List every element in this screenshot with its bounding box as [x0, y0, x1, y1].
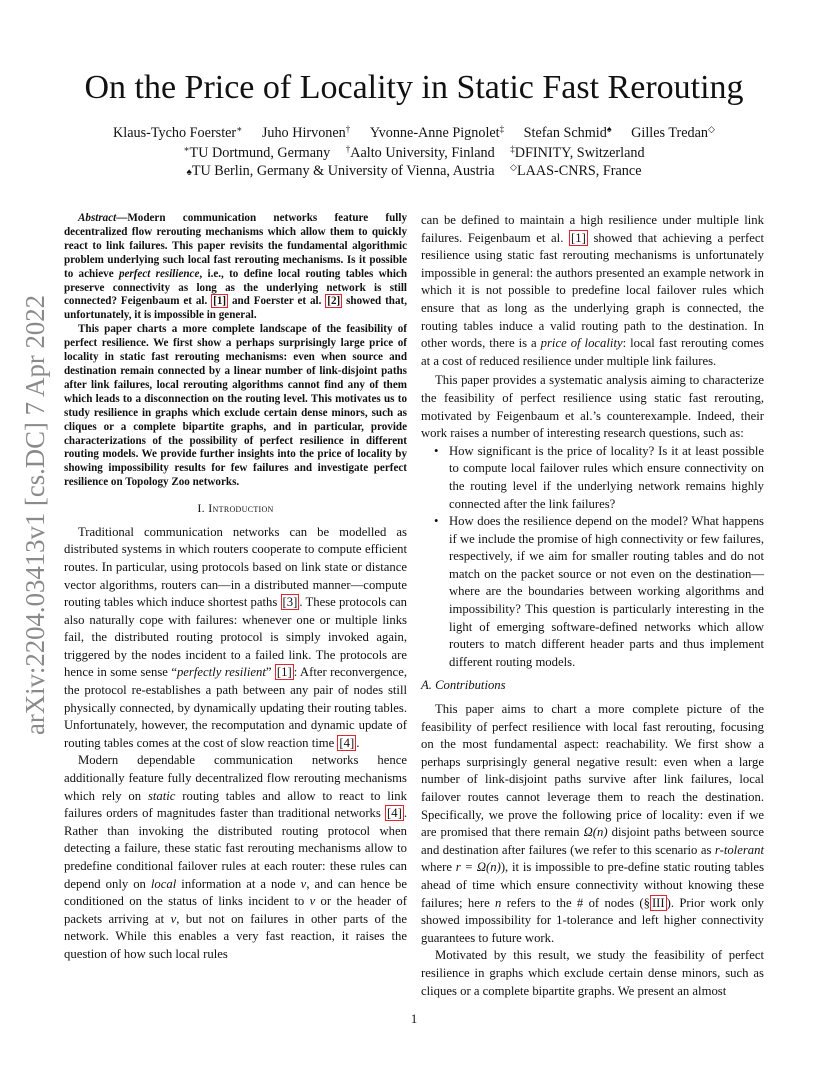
citation-link[interactable]: [3]: [282, 595, 298, 610]
bullet-icon: •: [434, 443, 439, 458]
arxiv-stamp-svg: [7, 290, 57, 740]
list-item: • How significant is the price of locality? Is it at least possible to compute local failover rules which ensure connectivity on the routing level if the underlying network remains highly connected after the link failures?: [434, 443, 764, 511]
affiliation: ◇LAAS-CNRS, France: [510, 162, 642, 179]
author: Gilles Tredan◇: [631, 124, 715, 141]
right-paragraph-1: can be defined to maintain a high resilience under multiple link failures. Feigenbaum et al. [1] showed that achieving a perfect resilience using static fast rerouting mechanisms is unfortunately impossible in general: the authors presented an example network in which it is not possible to predefine local failover rules which ensure that as long as the underlying graph is connected, the routing tables induce a valid routing path to the destination. In other words, there is a price of locality: local fast rerouting comes at a cost of reduced resilience under multiple link failures.: [421, 213, 765, 368]
abstract-paragraph-1: Abstract—Modern communication networks feature fully decentralized flow rerouting mechanisms which allow them to quickly react to link failures. This paper revisits the fundamental algorithmic problem underlying such local fast rerouting mechanisms. Is it possible to achieve perfect resilience, i.e., to define local routing tables which preserve connectivity as long as the underlying network is still connected? Feigenbaum et al. [1] and Foerster et al. [2] showed that, unfortunately, it is impossible in general.: [64, 212, 408, 322]
affiliations-line-2: [0, 162, 828, 182]
author-list: [0, 124, 828, 142]
intro-paragraph-1: Traditional communication networks can be modelled as distributed systems in which routers cooperate to compute efficient routes. In particular, using protocols based on link state or distance vector algorithms, routers can—in a distributed manner—compute routing tables which induce shortest paths [3] . These protocols can also naturally cope with failures: whenever one or multiple links fail, the distributed routing protocol is simply invoked again, triggered by the nodes incident to a failed link. The protocols are hence in some sense “perfectly resilient” [1] : After reconvergence, the protocol re-establishes a path between any pair of nodes still physically connected, by dynamically updating their routing tables. Unfortunately, however, the recomputation and dynamic update of routing tables comes at the cost of slow reaction time [4] .: [64, 524, 407, 750]
section-reference-link[interactable]: III: [651, 895, 665, 910]
subsection-heading-contributions: A. Contributions: [421, 678, 506, 693]
bullet-icon: •: [434, 514, 439, 529]
author: Yvonne-Anne Pignolet‡: [369, 124, 505, 141]
research-questions-list: [421, 443, 764, 672]
contributions-paragraph-2: Motivated by this result, we study the feasibility of perfect resilience in graphs which exclude certain dense minors, such as cliques or a complete bipartite graphs. We present an almost: [421, 948, 764, 998]
paper-title: On the Price of Locality in Static Fast Rerouting: [84, 69, 744, 106]
citation-link[interactable]: [1]: [571, 230, 586, 245]
page-number: 1: [410, 1012, 418, 1026]
contributions-paragraph-1: This paper aims to chart a more complete picture of the feasibility of perfect resilience with local fast rerouting, focusing on the most fundamental aspect: reachability. We first show a perhaps surprisingly general negative result: even when a large number of link-disjoint paths survive after link failures, local failover routes cannot leverage them to reach the destination. Specifically, we prove the following price of locality: even if we are promised that there remain Ω(n) disjoint paths between source and destination after failures (we refer to this scenario as r-tolerant where r = Ω(n)), it is impossible to pre-define static routing tables ahead of time which ensure connectivity without knowing these failures; here n refers to the # of nodes (§ III ). Prior work only showed impossibility for 1-tolerance and left higher connectivity guarantees to future work.: [421, 702, 765, 945]
citation-link[interactable]: [4]: [387, 806, 402, 821]
citation-link[interactable]: [1]: [213, 295, 227, 308]
arxiv-stamp-text: arXiv:2204.03413v1 [cs.DC] 7 Apr 2022: [20, 290, 50, 735]
intro-paragraph-2: Modern dependable communication networks hence additionally feature fully decentralized flow rerouting mechanisms which rely on static routing tables and allow to react to link failures orders of magnitudes faster than traditional networks [4] . Rather than invoking the distributed routing protocol when detecting a failure, these static fast rerouting mechanisms allow to predefine conditional failover rules at each router: these rules can depend only on local information at a node v, and can hence be conditioned on the status of links incident to v or the header of packets arriving at v, but not on failures in other parts of the network. While this enables a very fast reaction, it raises the question of how such local rules: [64, 753, 407, 961]
author: Klaus-Tycho Foerster∗: [113, 124, 243, 141]
affiliation: †Aalto University, Finland: [345, 144, 495, 161]
right-paragraph-2: This paper provides a systematic analysis aiming to characterize the feasibility of perfect resilience using static fast rerouting, motivated by Feigenbaum et al.’s counterexample. Indeed, their work raises a number of interesting research questions, such as:: [421, 373, 764, 441]
abstract-paragraph-2: This paper charts a more complete landscape of the feasibility of perfect resilience. We first show a perhaps surprisingly large price of locality in static fast rerouting mechanisms: even when source and destination remain connected by a linear number of link-disjoint paths after link failures, local rerouting algorithms cannot find any of them which leads to a disconnection on the routing level. This motivates us to study resilience in graphs which exclude certain dense minors, such as cliques or a complete bipartite graphs, and in particular, provide characterizations of the possibility of perfect resilience in different routing models. We provide further insights into the price of locality by showing impossibility results for few failures and investigate perfect resilience on Topology Zoo networks.: [64, 323, 407, 489]
affiliation: ♠TU Berlin, Germany & University of Vienna, Austria: [186, 163, 495, 179]
affiliation: ‡DFINITY, Switzerland: [510, 144, 645, 161]
affiliations-line-1: [0, 144, 828, 162]
author: Stefan Schmid♠: [523, 124, 612, 141]
right-column: [421, 212, 764, 1000]
left-column: [64, 212, 407, 964]
affiliation: ∗TU Dortmund, Germany: [183, 144, 331, 161]
section-heading-introduction: I. Introduction: [197, 501, 274, 516]
arxiv-identifier-stamp: [7, 290, 57, 740]
citation-link[interactable]: [1]: [276, 665, 292, 680]
citation-link[interactable]: [2]: [327, 295, 341, 308]
citation-link[interactable]: [4]: [339, 735, 355, 750]
list-item: • How does the resilience depend on the model? What happens if we include the promise of high connectivity or few failures, respectively, if we aim for smaller routing tables and do not match on the packet source or not even on the destination—where are the boundaries between working algorithms and impossibility? This question is particularly interesting in the light of emerging software-defined networks which allow routers to match different header parts and thus implement different routing models.: [434, 514, 764, 669]
author: Juho Hirvonen†: [261, 124, 351, 141]
